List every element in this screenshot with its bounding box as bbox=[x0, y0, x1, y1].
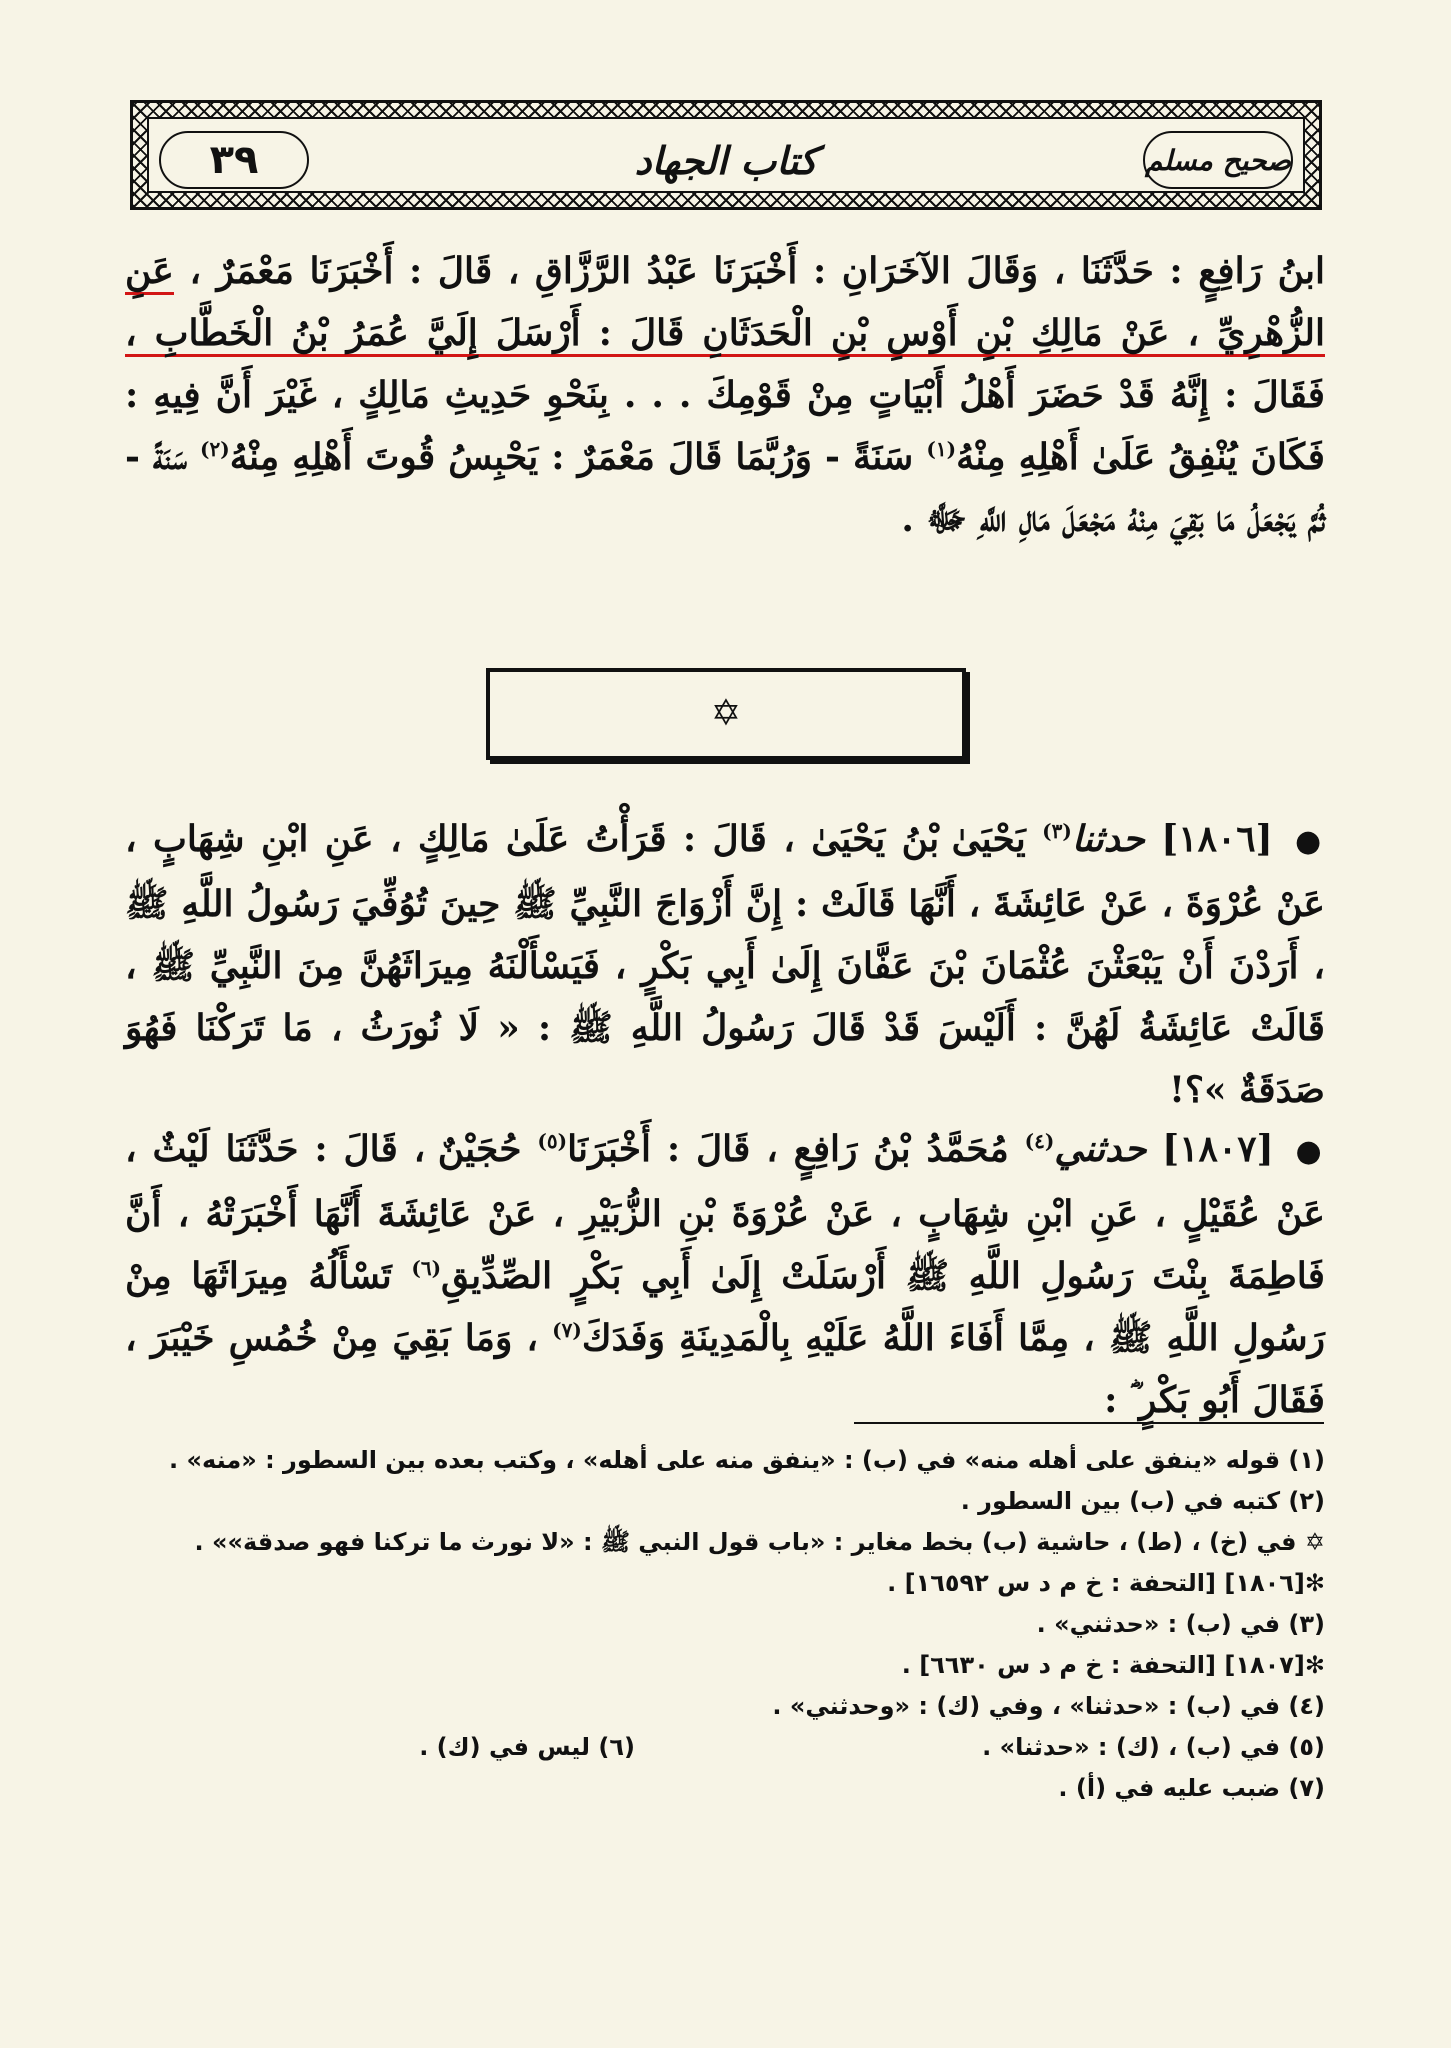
hadith-1807 bbox=[125, 1118, 1325, 1431]
brand-cartouche bbox=[1143, 131, 1293, 189]
footnote-ref-2: (٢) bbox=[200, 437, 230, 461]
footnote-5-6-row bbox=[125, 1727, 1325, 1768]
narration-word: حدثني bbox=[1054, 1128, 1147, 1170]
footnotes bbox=[125, 1440, 1325, 1809]
brand-logo: صحيح مسلم bbox=[1145, 143, 1292, 177]
intro-paragraph bbox=[125, 240, 1325, 550]
chapter-title: كتاب الجهاد bbox=[634, 137, 818, 183]
footnote-5: (٥) في (ب) ، (ك) : «حدثنا» . bbox=[982, 1733, 1325, 1761]
footnote-separator bbox=[854, 1422, 1324, 1424]
page-header bbox=[130, 100, 1322, 210]
footnote-ref-4: (٤) bbox=[1024, 1129, 1055, 1153]
intro-rest-1: إِنَّهُ قَدْ حَضَرَ أَهْلُ أَبْيَاتٍ مِنْ قَوْمِكَ . . . بِنَحْوِ حَدِيثِ مَالِكٍ ، غَيْرَ أَنَّ فِيهِ : فَكَانَ يُنْفِقُ عَلَىٰ أَهْلِهِ مِنْهُ bbox=[125, 374, 1325, 478]
page-number-cartouche bbox=[159, 131, 309, 189]
footnote-ref-7: (٧) bbox=[552, 1318, 582, 1342]
hadith-text-2: حُجَيْنٌ ، قَالَ : حَدَّثَنَا لَيْثٌ ، عَنْ عُقَيْلٍ ، عَنِ ابْنِ شِهَابٍ ، عَنْ عُرْوَةَ بْنِ الزُّبَيْرِ ، عَنْ عَائِشَةَ أَنَّهَا أَخْبَرَتْهُ ، أَنَّ فَاطِمَةَ بِنْتَ رَسُولِ اللَّهِ ﷺ أَرْسَلَتْ إِلَىٰ أَبِي بَكْرٍ الصِّدِّيقِ bbox=[125, 1128, 1325, 1297]
hadith-text-1: مُحَمَّدُ بْنُ رَافِعٍ ، قَالَ : أَخْبَرَنَا bbox=[567, 1128, 1009, 1170]
footnote-ref-1: (١) bbox=[926, 437, 957, 461]
bullet-icon: ● bbox=[1295, 1134, 1325, 1169]
footnote-tuhfa-1807: ✻[١٨٠٧] [التحفة : خ م د س ٦٦٣٠] . bbox=[901, 1651, 1325, 1679]
intro-line-2-end: فَقَالَ : bbox=[1224, 374, 1325, 416]
footnote-3: (٣) في (ب) : «حدثني» . bbox=[1036, 1610, 1325, 1638]
star-icon: ✡ bbox=[710, 693, 742, 734]
intro-rest-3: سَنَةً - ثُمَّ يَجْعَلُ مَا بَقِيَ مِنْهُ مَجْعَلَ مَالِ اللَّهِ ﷻ . bbox=[125, 436, 1325, 540]
footnote-star: ✡ في (خ) ، (ط) ، حاشية (ب) بخط مغاير : «باب قول النبي ﷺ : «لا نورث ما تركنا فهو صدقة»» . bbox=[194, 1528, 1325, 1556]
hadith-text: يَحْيَىٰ بْنُ يَحْيَىٰ ، قَالَ : قَرَأْتُ عَلَىٰ مَالِكٍ ، عَنِ ابْنِ شِهَابٍ ، عَنْ عُرْوَةَ ، عَنْ عَائِشَةَ ، أَنَّهَا قَالَتْ : إِنَّ أَزْوَاجَ النَّبِيِّ ﷺ حِينَ تُوُفِّيَ رَسُولُ اللَّهِ ﷺ ، أَرَدْنَ أَنْ يَبْعَثْنَ عُثْمَانَ بْنَ عَفَّانَ إِلَىٰ أَبِي بَكْرٍ ، فَيَسْأَلْنَهُ مِيرَاثَهُنَّ مِنَ النَّبِيِّ ﷺ ، قَالَتْ عَائِشَةُ لَهُنَّ : أَلَيْسَ قَدْ قَالَ رَسُولُ اللَّهِ ﷺ : bbox=[125, 818, 1325, 1049]
intro-underlined-word: عَنِ bbox=[125, 250, 174, 295]
intro-rest-2: سَنَةً - وَرُبَّمَا قَالَ مَعْمَرٌ : يَحْبِسُ قُوتَ أَهْلِهِ مِنْهُ bbox=[229, 436, 914, 478]
hadith-number: [١٨٠٧] bbox=[1162, 1128, 1274, 1170]
footnote-6: (٦) ليس في (ك) . bbox=[419, 1733, 635, 1761]
bullet-icon: ● bbox=[1294, 824, 1325, 859]
footnote-4: (٤) في (ب) : «حدثنا» ، وفي (ك) : «وحدثني» . bbox=[772, 1692, 1325, 1720]
footnote-ref-3: (٣) bbox=[1042, 819, 1072, 843]
footnote-ref-6: (٦) bbox=[411, 1256, 442, 1280]
hadith-number: [١٨٠٦] bbox=[1161, 818, 1273, 860]
intro-underlined-line: الزُّهْرِيِّ ، عَنْ مَالِكِ بْنِ أَوْسِ بْنِ الْحَدَثَانِ قَالَ : أَرْسَلَ إِلَيَّ عُمَرُ بْنُ الْخَطَّابِ ، bbox=[125, 312, 1325, 357]
footnote-ref-5: (٥) bbox=[537, 1129, 568, 1153]
hadith-quote: « لَا نُورَثُ ، مَا تَرَكْنَا فَهُوَ صَدَقَةٌ »؟! bbox=[125, 1007, 1325, 1111]
footnote-2: (٢) كتبه في (ب) بين السطور . bbox=[960, 1487, 1325, 1515]
footnote-1: (١) قوله «ينفق على أهله منه» في (ب) : «ينفق منه على أهله» ، وكتب بعده بين السطور : «منه» . bbox=[169, 1446, 1325, 1474]
hadith-1806 bbox=[125, 808, 1325, 1121]
page-number: ٣٩ bbox=[209, 137, 259, 183]
narration-word: حدثنا bbox=[1071, 818, 1145, 860]
footnote-7: (٧) ضبب عليه في (أ) . bbox=[1058, 1774, 1325, 1802]
footnote-tuhfa-1806: ✻[١٨٠٦] [التحفة : خ م د س ١٦٥٩٢] . bbox=[887, 1569, 1325, 1597]
hadith-text-4: ، وَمَا بَقِيَ مِنْ خُمُسِ خَيْبَرَ ، فَقَالَ أَبُو بَكْرٍ ؓ : bbox=[125, 1317, 1325, 1421]
hadith-text-3: تَسْأَلُهُ مِيرَاثَهَا مِنْ رَسُولِ اللَّهِ ﷺ ، مِمَّا أَفَاءَ اللَّهُ عَلَيْهِ بِالْمَدِينَةِ وَفَدَكَ bbox=[125, 1255, 1325, 1359]
section-divider-box bbox=[486, 668, 966, 760]
intro-line-1: ابنُ رَافِعٍ : حَدَّثَنَا ، وَقَالَ الآخَرَانِ : أَخْبَرَنَا عَبْدُ الرَّزَّاقِ ، قَالَ : أَخْبَرَنَا مَعْمَرٌ ، bbox=[189, 250, 1325, 292]
header-inner-frame bbox=[147, 117, 1305, 193]
